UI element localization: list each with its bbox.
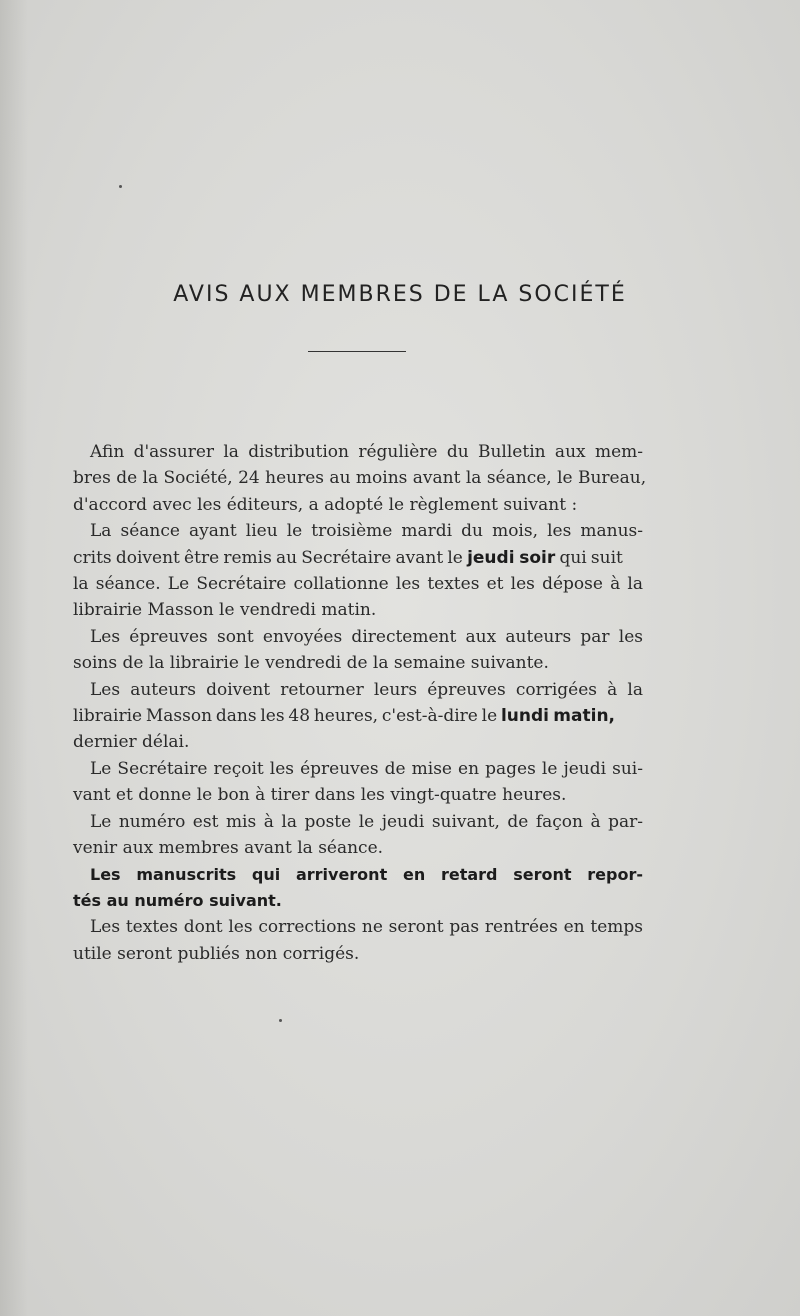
text-line: Afin d'assurer la distribution régulière du Bulletin aux mem- (90, 442, 643, 462)
print-speck (279, 1019, 282, 1022)
text-line: venir aux membres avant la séance. (73, 838, 384, 859)
text-line: vant et donne le bon à tirer dans les vingt-quatre heures. (73, 785, 567, 806)
paragraph-proofs (73, 624, 643, 677)
text-line: Les manuscrits qui arriveront en retard seront repor- (90, 864, 643, 884)
paragraph-intro (73, 439, 647, 518)
text-line: La séance ayant lieu le troisième mardi du mois, les manus- (90, 521, 643, 542)
text-line: soins de la librairie le vendredi de la semaine suivante. (73, 653, 549, 674)
text-line: d'accord avec les éditeurs, a adopté le règlement suivant : (73, 494, 578, 515)
text-fragment: qui suit (555, 547, 623, 568)
text-line (73, 545, 643, 571)
text-fragment: librairie Masson dans les 48 heures, c'est-à-dire le (73, 706, 501, 727)
deadline-emphasis: jeudi soir (467, 547, 556, 568)
title-divider (308, 351, 406, 352)
text-line: tés au numéro suivant. (73, 890, 282, 910)
text-line: Le numéro est mis à la poste le jeudi suivant, de façon à par- (90, 811, 643, 832)
paragraph-late-warning (73, 862, 643, 915)
text-fragment: crits doivent être remis au Secrétaire avant le (73, 547, 468, 568)
text-line: la séance. Le Secrétaire collationne les textes et les dépose à la (73, 574, 643, 595)
text-line: Les auteurs doivent retourner leurs épreuves corrigées à la (90, 679, 643, 700)
text-line: librairie Masson le vendredi matin. (73, 600, 377, 621)
paragraph-mailing (73, 809, 643, 862)
paragraph-pagination (73, 756, 643, 809)
text-line: Le Secrétaire reçoit les épreuves de mise en pages le jeudi sui- (90, 758, 643, 779)
text-line: bres de la Société, 24 heures au moins avant la séance, le Bureau, (73, 468, 647, 489)
text-line: dernier délai. (73, 732, 190, 753)
text-line (73, 703, 643, 729)
deadline-emphasis: lundi matin, (500, 706, 615, 727)
notice-body (73, 439, 647, 967)
text-line: Les textes dont les corrections ne seront pas rentrées en temps (90, 917, 643, 938)
page-edge-shadow (0, 0, 28, 1316)
print-speck (119, 185, 122, 188)
text-line: Les épreuves sont envoyées directement aux auteurs par les (90, 626, 643, 647)
paragraph-uncorrected (73, 914, 643, 967)
text-line: utile seront publiés non corrigés. (73, 943, 360, 964)
page-title: AVIS AUX MEMBRES DE LA SOCIÉTÉ (173, 282, 627, 307)
paragraph-return (73, 677, 643, 756)
paragraph-submission (73, 518, 643, 624)
